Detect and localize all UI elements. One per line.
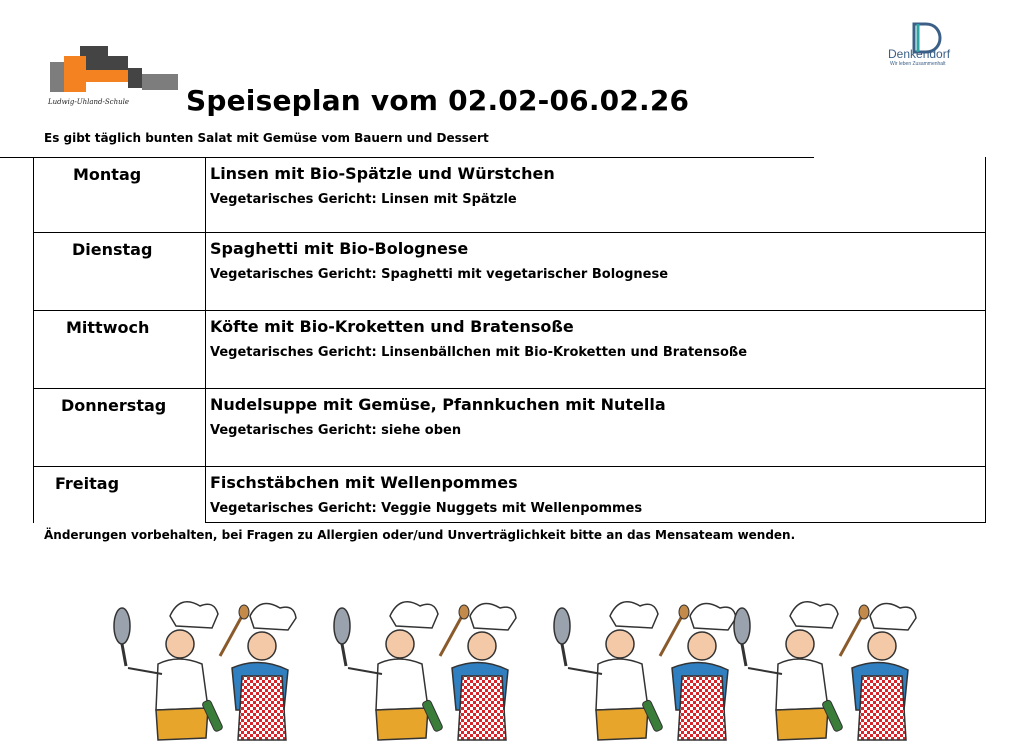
menu-row-friday: [33, 466, 986, 523]
vegetarian-dish: Vegetarisches Gericht: siehe oben: [210, 423, 462, 438]
table-rule: [0, 157, 814, 158]
vegetarian-dish: Vegetarisches Gericht: Linsenbällchen mit Bio-Kroketten und Bratensoße: [210, 345, 748, 360]
table-rule: [33, 388, 986, 389]
main-dish: Köfte mit Bio-Kroketten und Bratensoße: [210, 317, 574, 336]
footer-note: Änderungen vorbehalten, bei Fragen zu Allergien oder/und Unverträglichkeit bitte an das Mensateam wenden.: [44, 528, 796, 542]
vegetarian-dish: Vegetarisches Gericht: Linsen mit Spätzle: [210, 192, 517, 207]
day-label: Donnerstag: [61, 396, 167, 415]
dish-cell: [205, 310, 986, 388]
main-dish: Spaghetti mit Bio-Bolognese: [210, 239, 469, 258]
vegetarian-dish: Vegetarisches Gericht: Spaghetti mit vegetarischer Bolognese: [210, 267, 669, 282]
main-dish: Linsen mit Bio-Spätzle und Würstchen: [210, 164, 555, 183]
menu-row-monday: [33, 157, 986, 232]
day-cell: [33, 310, 206, 388]
day-label: Freitag: [55, 474, 120, 493]
menu-row-wednesday: [33, 310, 986, 388]
day-cell: [33, 466, 206, 523]
town-tagline: Wir leben Zusammenhalt: [890, 61, 946, 67]
dish-cell: [205, 232, 986, 310]
dish-cell: [205, 388, 986, 466]
table-rule: [33, 310, 986, 311]
menu-row-tuesday: [33, 232, 986, 310]
menu-row-thursday: [33, 388, 986, 466]
main-dish: Fischstäbchen mit Wellenpommes: [210, 473, 518, 492]
day-cell: [33, 388, 206, 466]
subtitle: Es gibt täglich bunten Salat mit Gemüse vom Bauern und Dessert: [44, 131, 489, 145]
vegetarian-dish: Vegetarisches Gericht: Veggie Nuggets mit Wellenpommes: [210, 501, 643, 516]
main-dish: Nudelsuppe mit Gemüse, Pfannkuchen mit Nutella: [210, 395, 666, 414]
day-cell: [33, 232, 206, 310]
day-cell: [33, 157, 206, 232]
school-name: Ludwig-Uhland-Schule: [48, 98, 130, 106]
table-rule: [205, 522, 986, 523]
dish-cell: [205, 466, 986, 523]
day-label: Mittwoch: [66, 318, 150, 337]
table-rule: [33, 232, 986, 233]
day-label: Montag: [73, 165, 142, 184]
menu-table: [33, 157, 986, 523]
cooks-illustration: [100, 596, 920, 742]
town-name: Denkendorf: [888, 47, 951, 61]
table-rule: [33, 466, 986, 467]
dish-cell: [205, 157, 986, 232]
day-label: Dienstag: [72, 240, 153, 259]
page-title: Speiseplan vom 02.02-06.02.26: [186, 84, 690, 117]
